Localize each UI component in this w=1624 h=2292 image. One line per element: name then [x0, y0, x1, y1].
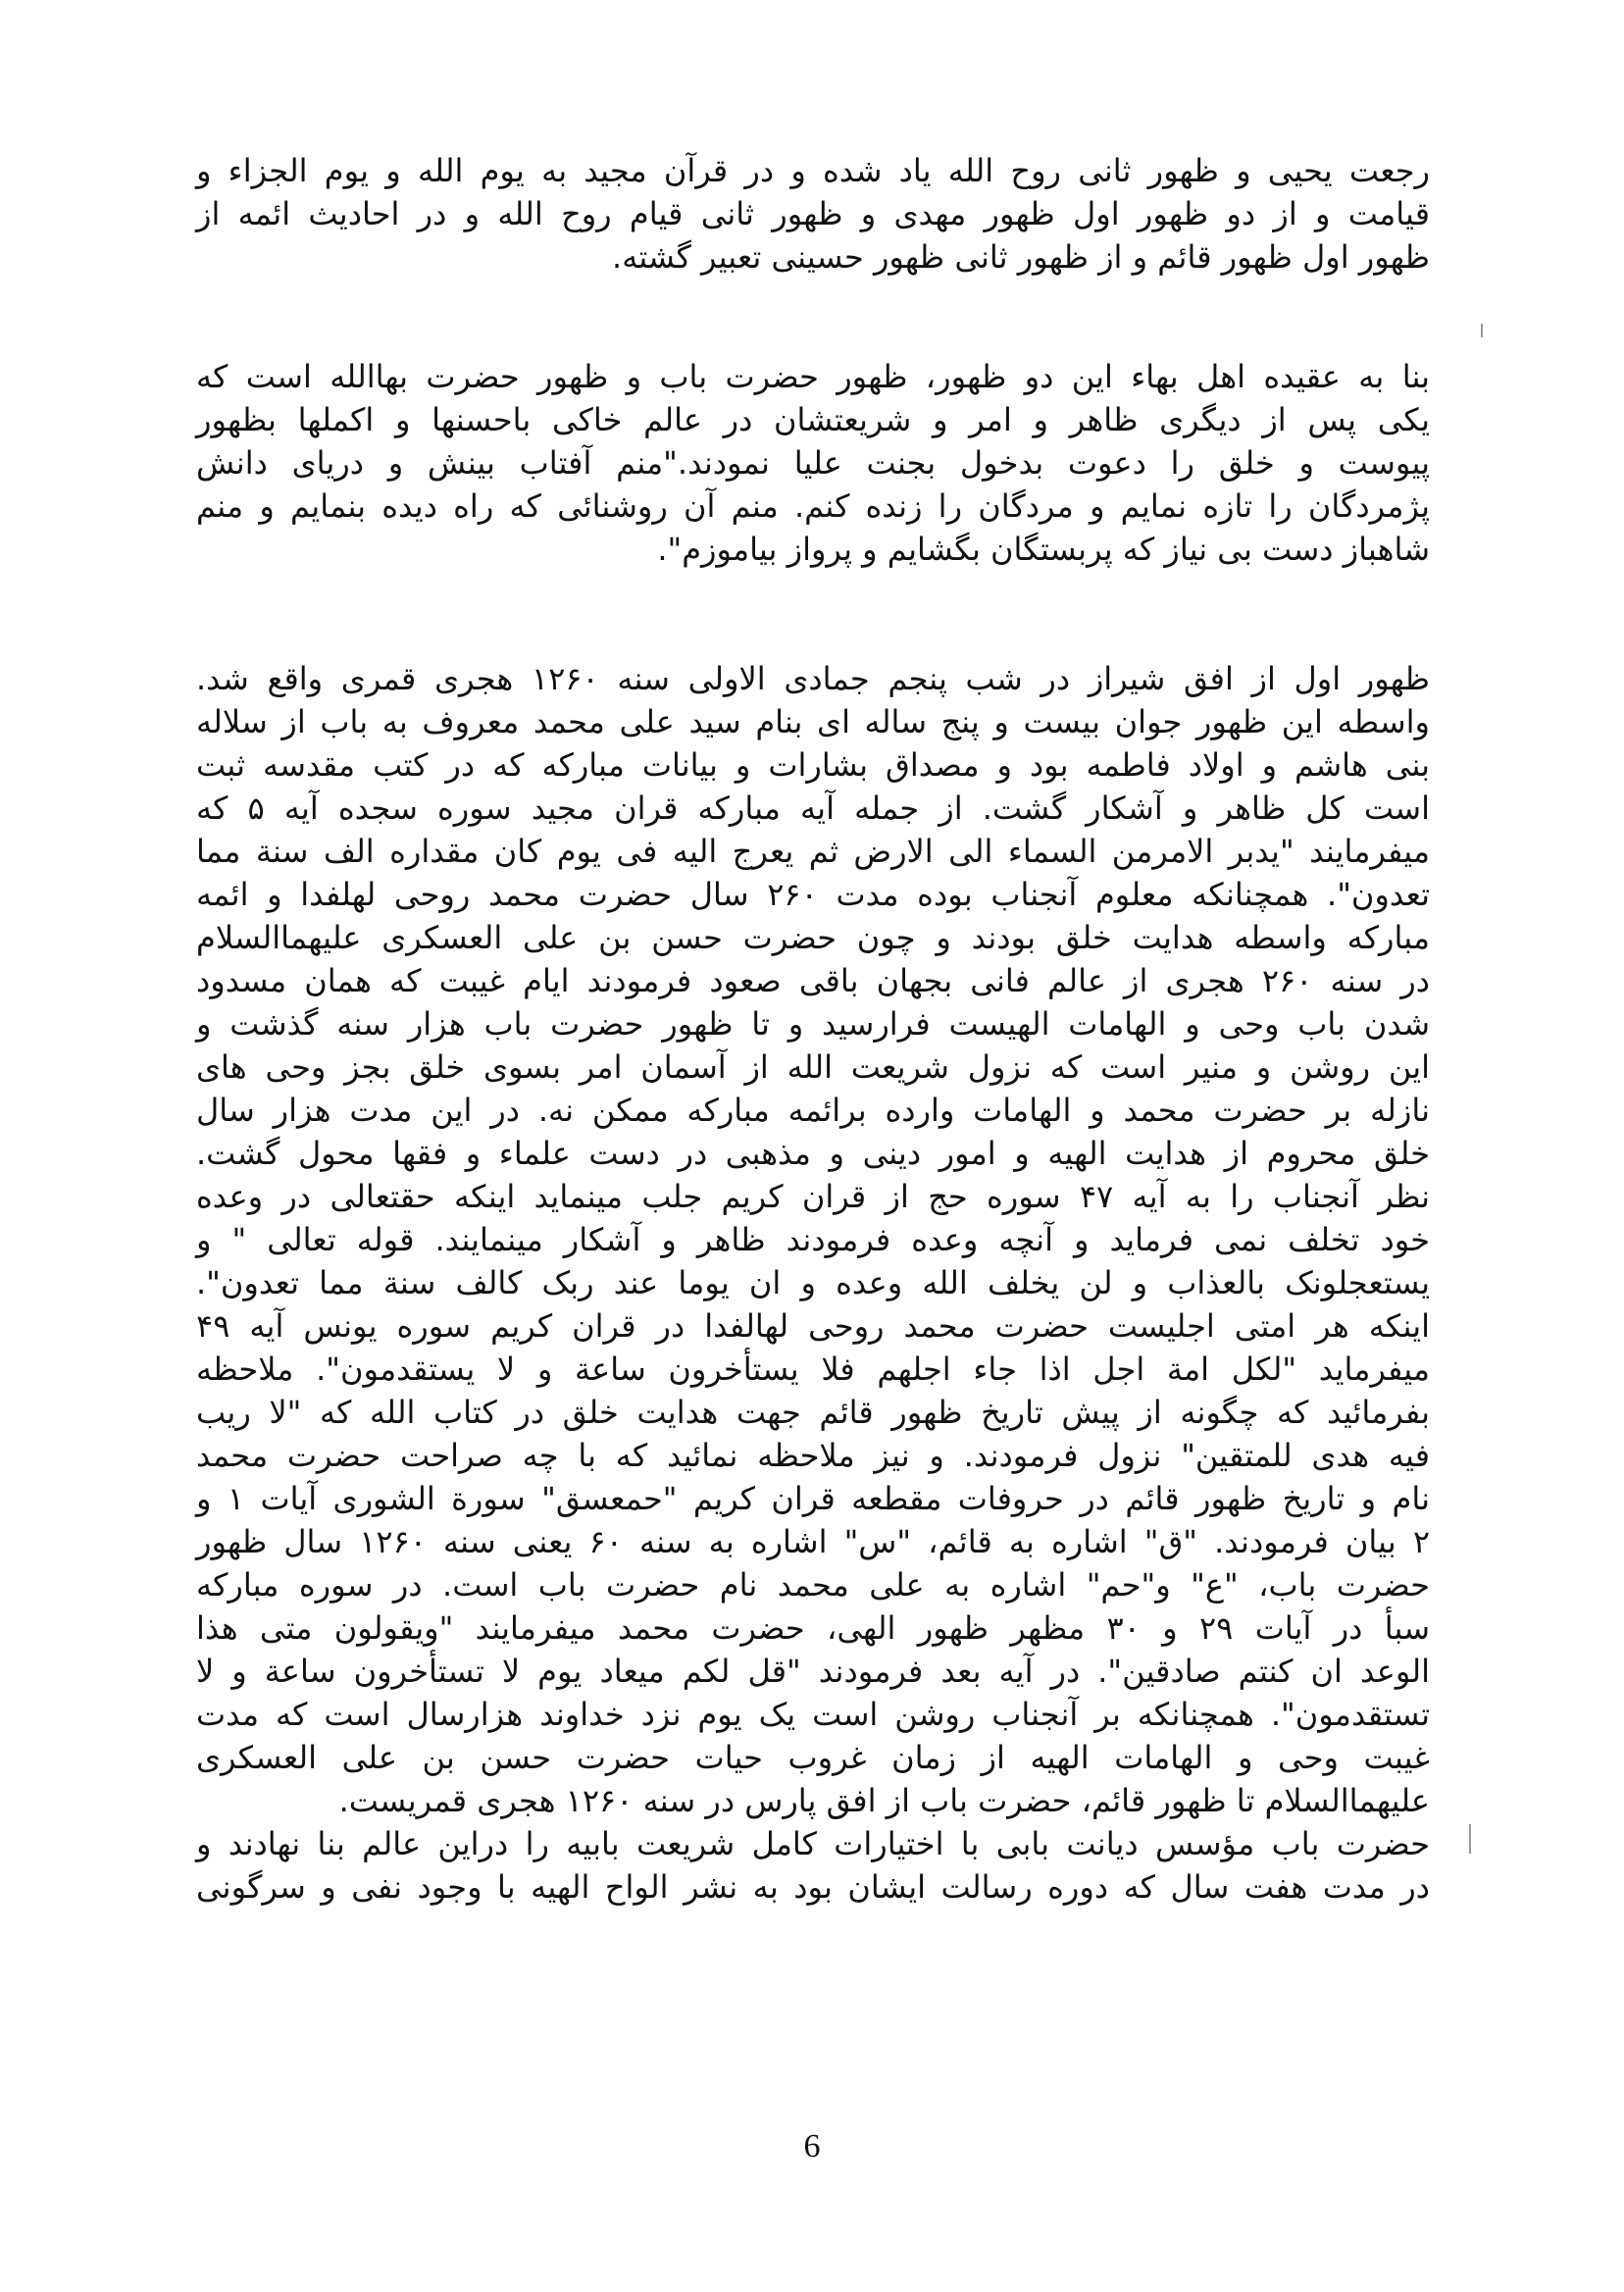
text-line: علیهماالسلام تا ظهور قائم، حضرت باب از افق پارس در سنه ۱۲۶۰ هجری قمریست.	[338, 1782, 1430, 1819]
text-line: یستعجلونک بالعذاب و لن یخلف الله وعده و ان یوما عند ربک کالف سنة مما تعدون".	[196, 1264, 1430, 1301]
text-line: مبارکه واسطه هدایت خلق بودند و چون حضرت حسن بن علی العسکری علیهماالسلام	[196, 919, 1430, 956]
text-line: رجعت یحیی و ظهور ثانی روح الله یاد شده و در قرآن مجید به یوم الله و یوم الجزاء و	[196, 152, 1430, 189]
text-line: اینکه هر امتی اجلیست حضرت محمد روحی لهالفدا در قران کریم سوره یونس آیه ۴۹	[196, 1307, 1430, 1345]
text-line: سبأ در آیات ۲۹ و ۳۰ مظهر ظهور الهی، حضرت محمد میفرمایند "ویقولون متی هذا	[196, 1609, 1431, 1647]
text-line: بنا به عقیده اهل بهاء این دو ظهور، ظهور حضرت باب و ظهور حضرت بهاالله است که	[196, 358, 1430, 395]
text-line: غیبت وحی و الهامات الهیه از زمان غروب حیات حضرت حسن بن علی العسکری	[196, 1739, 1430, 1776]
text-line: میفرماید "لکل امة اجل اذا جاء اجلهم فلا یستأخرون ساعة و لا یستقدمون". ملاحظه	[196, 1350, 1430, 1388]
text-line: نام و تاریخ ظهور قائم در حروفات مقطعه قران کریم "حمعسق" سورة الشوری آیات ۱ و	[196, 1480, 1430, 1517]
text-line: بنی هاشم و اولاد فاطمه بود و مصداق بشارات و بیانات مبارکه که در کتب مقدسه ثبت	[196, 746, 1430, 784]
text-line: پیوست و خلق را دعوت بدخول بجنت علیا نمودند."منم آفتاب بینش و دریای دانش	[196, 444, 1430, 482]
text-line: حضرت باب مؤسس دیانت بابی با اختیارات کامل شریعت بابیه را دراین عالم بنا نهادند و	[196, 1825, 1430, 1862]
text-line: تستقدمون". همچنانکه بر آنجناب روشن است یک یوم نزد خداوند هزارسال است که مدت	[196, 1696, 1430, 1733]
text-line: در سنه ۲۶۰ هجری از عالم فانی بجهان باقی صعود فرمودند ایام غیبت که همان مسدود	[196, 962, 1431, 999]
text-line: شدن باب وحی و الهامات الهیست فرارسید و تا ظهور حضرت باب هزار سنه گذشت و	[196, 1005, 1430, 1043]
scan-speck	[1469, 1824, 1471, 1854]
text-line: نظر آنجناب را به آیه ۴۷ سوره حج از قران کریم جلب مینماید اینکه حقتعالی در وعده	[196, 1178, 1431, 1215]
text-line: نازله بر حضرت محمد و الهامات وارده برائمه مبارکه ممکن نه. در این مدت هزار سال	[196, 1092, 1430, 1129]
scan-speck	[1481, 324, 1483, 337]
paragraph-1	[196, 149, 1430, 279]
page-number: 6	[803, 2128, 821, 2165]
text-line: ۲ بیان فرمودند. "ق" اشاره به قائم، "س" اشاره به سنه ۶۰ یعنی سنه ۱۲۶۰ سال ظهور	[196, 1523, 1431, 1560]
paragraph-2	[196, 355, 1430, 571]
text-line: است کل ظاهر و آشکار گشت. از جمله آیه مبارکه قران مجید سوره سجده آیه ۵ که	[196, 789, 1431, 827]
text-line: ظهور اول از افق شیراز در شب پنجم جمادی الاولی سنه ۱۲۶۰ هجری قمری واقع شد.	[196, 660, 1431, 697]
text-line: قیامت و از دو ظهور اول ظهور مهدی و ظهور ثانی قیام روح الله و در احادیث ائمه از	[196, 195, 1430, 232]
text-line: واسطه این ظهور جوان بیست و پنج ساله ای بنام سید علی محمد معروف به باب از سلاله	[196, 703, 1430, 740]
text-line: الوعد ان کنتم صادقین". در آیه بعد فرمودند "قل لکم میعاد یوم لا تستأخرون ساعة و لا	[196, 1653, 1430, 1690]
text-line: تعدون". همچنانکه معلوم آنجناب بوده مدت ۲۶۰ سال حضرت محمد روحی لهلفدا و ائمه	[196, 876, 1431, 913]
text-line: میفرمایند "یدبر الامرمن السماء الی الارض ثم یعرج الیه فی یوم کان مقداره الف سنة مما	[196, 833, 1430, 870]
text-line: فیه هدی للمتقین" نزول فرمودند. و نیز ملاحظه نمائید که با چه صراحت حضرت محمد	[196, 1437, 1430, 1474]
text-line: خلق محروم از هدایت الهیه و امور دینی و مذهبی در دست علماء و فقها محول گشت.	[196, 1135, 1430, 1172]
text-line: یکی پس از دیگری ظاهر و امر و شریعتشان در عالم خاکی باحسنها و اکملها بظهور	[196, 401, 1430, 438]
text-line: پژمردگان را تازه نمایم و مردگان را زنده کنم. منم آن روشنائی که راه دیده بنمایم و منم	[196, 487, 1430, 525]
paragraph-3	[196, 657, 1430, 1909]
text-line: خود تخلف نمی فرماید و آنچه وعده فرمودند ظاهر و آشکار مینمایند. قوله تعالی " و	[196, 1221, 1430, 1258]
text-line: شاهباز دست بی نیاز که پربستگان بگشایم و پرواز بیاموزم".	[657, 531, 1430, 568]
text-line: ظهور اول ظهور قائم و از ظهور ثانی ظهور حسینی تعبیر گشته.	[612, 238, 1430, 276]
text-line: در مدت هفت سال که دوره رسالت ایشان بود به نشر الواح الهیه با وجود نفی و سرگونی	[196, 1868, 1430, 1906]
text-line: این روشن و منیر است که نزول شریعت الله از آسمان امر بسوی خلق بجز وحی های	[196, 1048, 1430, 1086]
text-line: حضرت باب، "ع" و"حم" اشاره به علی محمد نام حضرت باب است. در سوره مبارکه	[196, 1566, 1430, 1604]
text-line: بفرمائید که چگونه از پیش تاریخ ظهور قائم جهت هدایت خلق در کتاب الله که "لا ریب	[196, 1394, 1430, 1431]
